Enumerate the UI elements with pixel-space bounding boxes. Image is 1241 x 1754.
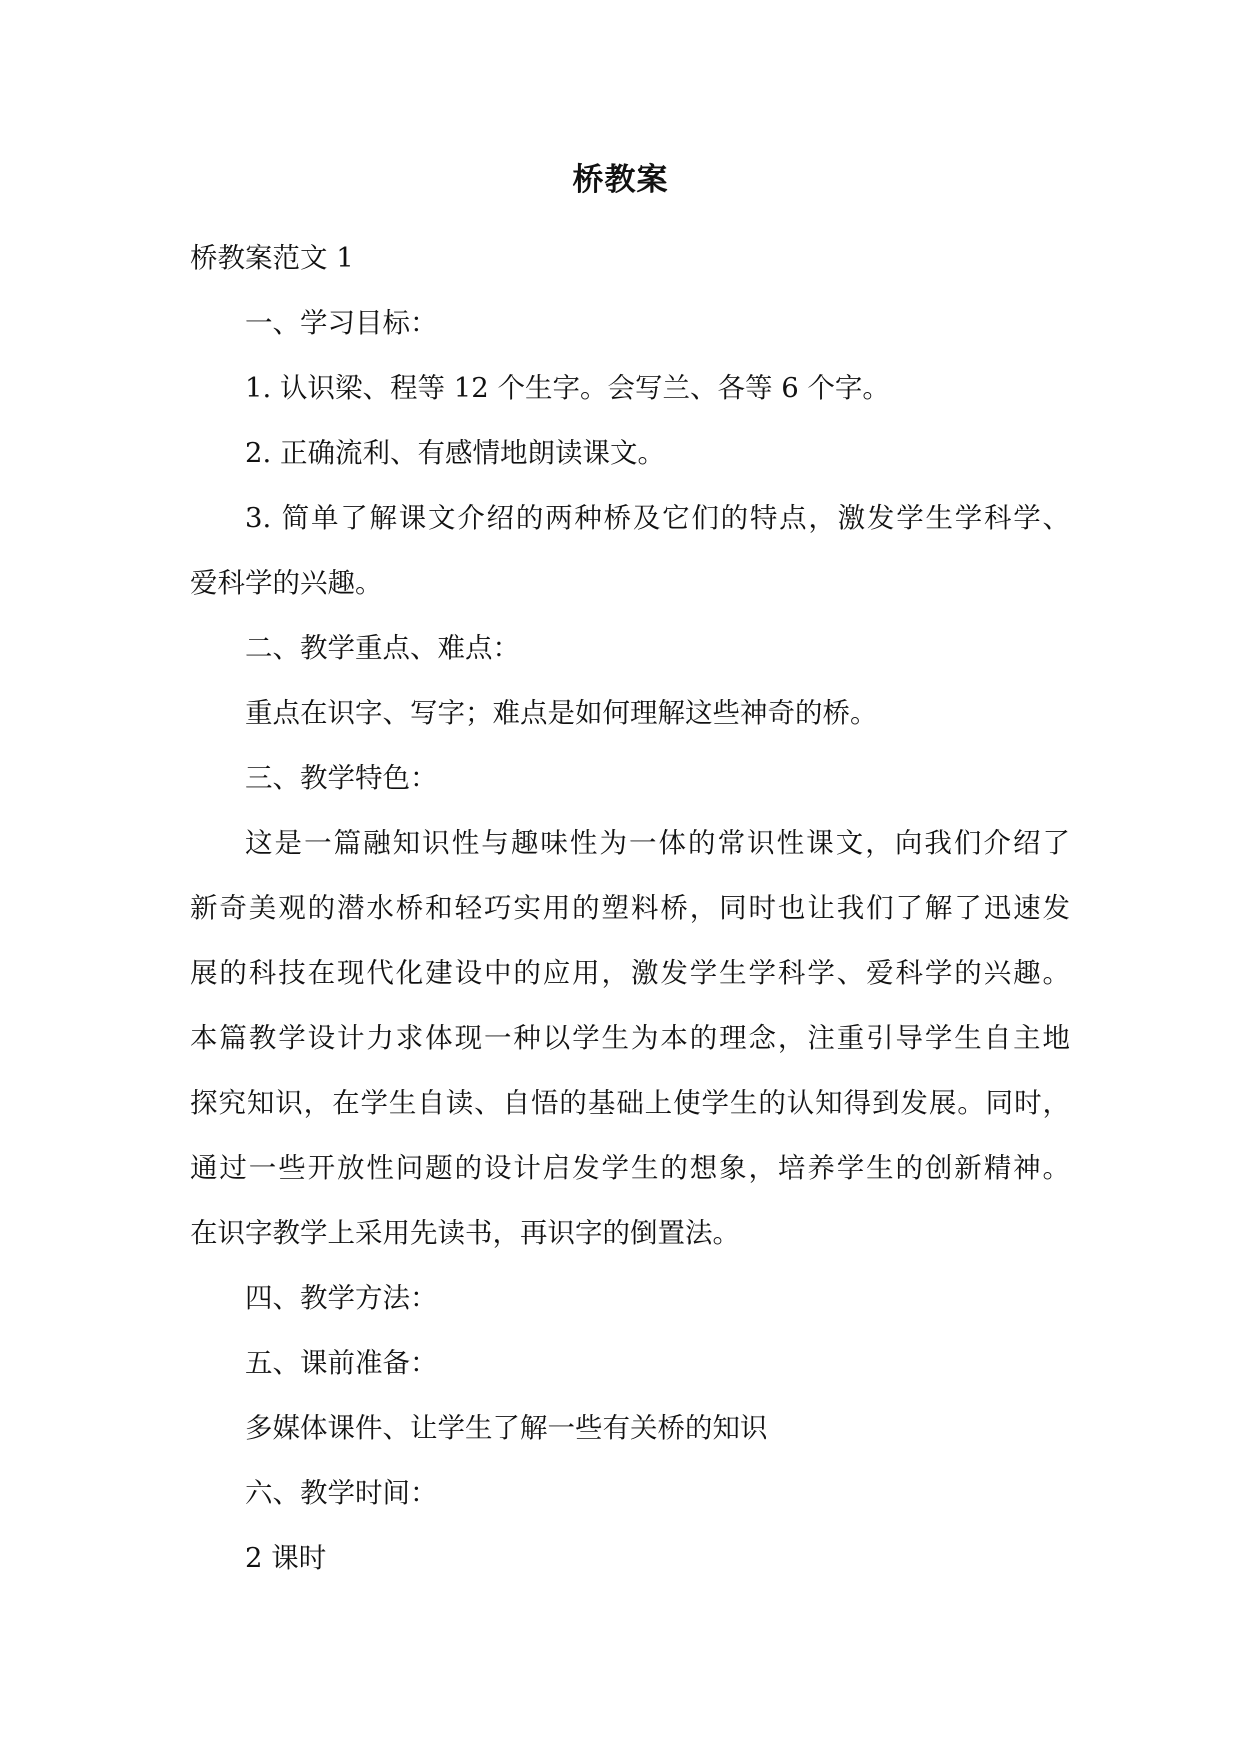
features-paragraph-line: 通过一些开放性问题的设计启发学生的想象，培养学生的创新精神。: [190, 1152, 1070, 1184]
section-heading-time: 六、教学时间：: [245, 1477, 438, 1509]
features-paragraph-line: 新奇美观的潜水桥和轻巧实用的塑料桥，同时也让我们了解了迅速发: [190, 892, 1070, 924]
time-text: 2 课时: [245, 1542, 327, 1574]
goal-item-3-continued: 爱科学的兴趣。: [190, 567, 383, 599]
section-heading-key-points: 二、教学重点、难点：: [245, 632, 520, 664]
document-body: [190, 226, 1070, 1591]
section-heading-preparation: 五、课前准备：: [245, 1347, 438, 1379]
subtitle-line: 桥教案范文 1: [190, 242, 354, 274]
document-title: 桥教案: [572, 162, 669, 198]
section-heading-features: 三、教学特色：: [245, 762, 438, 794]
key-points-text: 重点在识字、写字；难点是如何理解这些神奇的桥。: [245, 697, 878, 729]
features-paragraph-line: 探究知识，在学生自读、自悟的基础上使学生的认知得到发展。同时，: [190, 1087, 1070, 1119]
features-paragraph-line: 这是一篇融知识性与趣味性为一体的常识性课文，向我们介绍了: [245, 827, 1070, 859]
features-paragraph-line: 在识字教学上采用先读书，再识字的倒置法。: [190, 1217, 740, 1249]
goal-item-3: 3. 简单了解课文介绍的两种桥及它们的特点，激发学生学科学、: [245, 502, 1070, 534]
goal-item-1: 1. 认识梁、程等 12 个生字。会写兰、各等 6 个字。: [245, 372, 890, 404]
features-paragraph-line: 展的科技在现代化建设中的应用，激发学生学科学、爱科学的兴趣。: [190, 957, 1070, 989]
goal-item-2: 2. 正确流利、有感情地朗读课文。: [245, 437, 665, 469]
features-paragraph-line: 本篇教学设计力求体现一种以学生为本的理念，注重引导学生自主地: [190, 1022, 1070, 1054]
section-heading-methods: 四、教学方法：: [245, 1282, 438, 1314]
preparation-text: 多媒体课件、让学生了解一些有关桥的知识: [245, 1412, 768, 1444]
section-heading-goals: 一、学习目标：: [245, 307, 438, 339]
